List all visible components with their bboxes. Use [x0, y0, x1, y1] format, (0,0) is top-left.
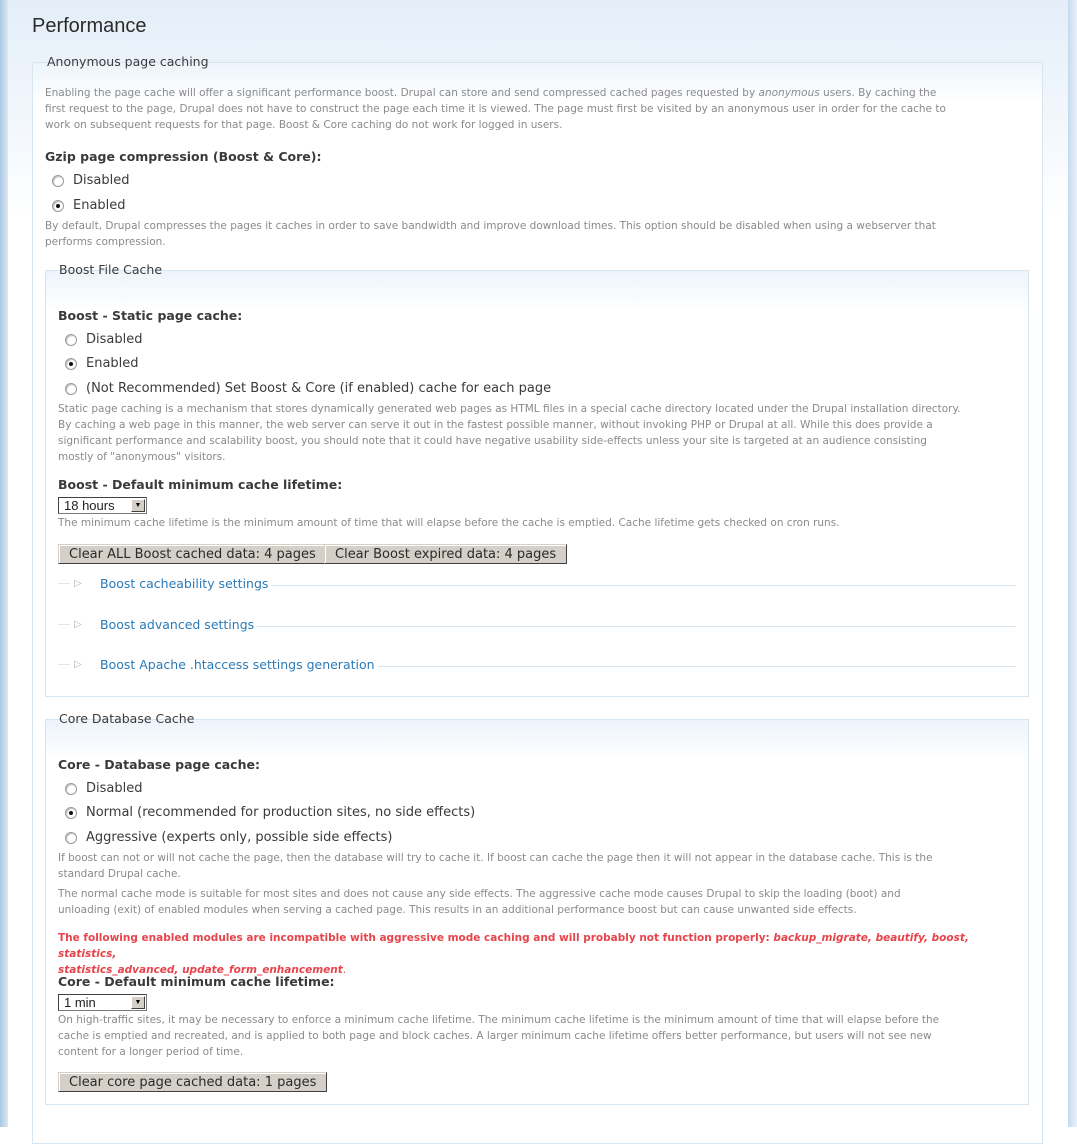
triangle-right-icon[interactable]: ▷ — [74, 619, 82, 630]
boost-static-cache-label: Boost - Static page cache: — [58, 308, 243, 323]
clear-boost-expired-button[interactable]: Clear Boost expired data: 4 pages — [324, 544, 567, 564]
right-edge-shadow — [1068, 0, 1077, 1127]
fieldset-boost-file-cache — [45, 262, 1029, 697]
radio-button[interactable] — [65, 783, 77, 795]
boost-option-disabled[interactable]: Disabled — [65, 332, 142, 347]
chevron-down-icon[interactable]: ▼ — [131, 996, 145, 1009]
fieldset-core-database-cache — [45, 711, 1029, 1105]
fieldset-legend: Boost File Cache — [59, 262, 163, 277]
radio-button-checked[interactable] — [65, 807, 77, 819]
fieldset-anonymous-page-caching — [32, 54, 1043, 1144]
triangle-right-icon[interactable]: ▷ — [74, 659, 82, 670]
radio-button-checked[interactable] — [52, 200, 64, 212]
gzip-description: By default, Drupal compresses the pages it caches in order to save bandwidth and improve download times. This option should be disabled when using a webserver that performs compression. — [45, 220, 936, 248]
boost-option-not-recommended[interactable]: (Not Recommended) Set Boost & Core (if enabled) cache for each page — [65, 381, 551, 396]
boost-htaccess-settings-link[interactable]: Boost Apache .htaccess settings generation — [100, 657, 375, 672]
core-option-disabled[interactable]: Disabled — [65, 781, 142, 796]
incompatible-modules-warning: The following enabled modules are incompatible with aggressive mode caching and will probably not function properly: backup_migrate, beautify, boost, statistics, statistics_advanced, update_form_enhancement. — [58, 932, 969, 976]
boost-lifetime-description: The minimum cache lifetime is the minimum amount of time that will elapse before the cache is emptied. Cache lifetime gets checked on cron runs. — [58, 517, 840, 529]
page-title: Performance — [32, 15, 147, 37]
divider — [58, 664, 70, 665]
gzip-option-enabled[interactable]: Enabled — [52, 198, 126, 213]
collapsible-boost-advanced — [58, 617, 1016, 632]
triangle-right-icon[interactable]: ▷ — [74, 578, 82, 589]
core-cache-mode-description: The normal cache mode is suitable for most sites and does not cause any side effects. The aggressive cache mode causes Drupal to skip the loading (boot) and unloading (exit) of enabled modules when serving a cached page. This results in an additional performance boost but can cause unwanted side effects. — [58, 888, 901, 916]
core-page-cache-label: Core - Database page cache: — [58, 757, 260, 772]
radio-button[interactable] — [65, 334, 77, 346]
divider — [58, 624, 70, 625]
gzip-label: Gzip page compression (Boost & Core): — [45, 149, 322, 164]
collapsible-boost-htaccess — [58, 657, 1016, 672]
boost-advanced-settings-link[interactable]: Boost advanced settings — [100, 617, 255, 632]
chevron-down-icon[interactable]: ▼ — [131, 499, 145, 512]
core-option-normal[interactable]: Normal (recommended for production sites, no side effects) — [65, 805, 475, 820]
core-option-aggressive[interactable]: Aggressive (experts only, possible side effects) — [65, 830, 393, 845]
fieldset-legend: Anonymous page caching — [47, 54, 209, 69]
core-lifetime-select[interactable]: 1 min ▼ — [58, 994, 147, 1011]
boost-lifetime-select[interactable]: 18 hours ▼ — [58, 497, 147, 514]
boost-option-enabled[interactable]: Enabled — [65, 356, 139, 371]
boost-cacheability-settings-link[interactable]: Boost cacheability settings — [100, 576, 269, 591]
divider — [58, 583, 70, 584]
intro-description: Enabling the page cache will offer a significant performance boost. Drupal can store and send compressed cached pages requested by anonymous users. By caching the first request to the page, Drupal does not have to construct the page each time it is viewed. The page must first be visited by an anonymous user in order for the cache to work on subsequent requests for that page. Boost & Core caching do not work for logged in users. — [45, 87, 946, 131]
fieldset-legend: Core Database Cache — [59, 711, 195, 726]
radio-button[interactable] — [52, 175, 64, 187]
core-page-cache-description: If boost can not or will not cache the page, then the database will try to cache it. If boost can cache the page then it will not appear in the database cache. This is the standard Drupal cache. — [58, 852, 933, 880]
left-edge-shadow — [0, 0, 8, 1127]
clear-all-boost-button[interactable]: Clear ALL Boost cached data: 4 pages — [58, 544, 327, 564]
collapsible-boost-cacheability — [58, 576, 1016, 591]
boost-static-cache-description: Static page caching is a mechanism that stores dynamically generated web pages as HTML files in a special cache directory located under the Drupal installation directory. By caching a web page in this manner, the web server can serve it out in the fastest possible manner, without invoking PHP or Drupal at all. While this does provide a significant performance and scalability boost, you should note that it could have negative usability side-effects unless your site is targeted at an audience consisting mostly of "anonymous" visitors. — [58, 403, 961, 463]
clear-core-cache-button[interactable]: Clear core page cached data: 1 pages — [58, 1072, 327, 1092]
radio-button-checked[interactable] — [65, 358, 77, 370]
radio-button[interactable] — [65, 383, 77, 395]
core-lifetime-label: Core - Default minimum cache lifetime: — [58, 974, 335, 989]
radio-button[interactable] — [65, 832, 77, 844]
gzip-option-disabled[interactable]: Disabled — [52, 173, 129, 188]
core-lifetime-description: On high-traffic sites, it may be necessary to enforce a minimum cache lifetime. The minimum cache lifetime is the minimum amount of time that will elapse before the cache is emptied and recreated, and is applied to both page and block caches. A larger minimum cache lifetime offers better performance, but users will not see new content for a longer period of time. — [58, 1014, 940, 1058]
boost-lifetime-label: Boost - Default minimum cache lifetime: — [58, 477, 343, 492]
